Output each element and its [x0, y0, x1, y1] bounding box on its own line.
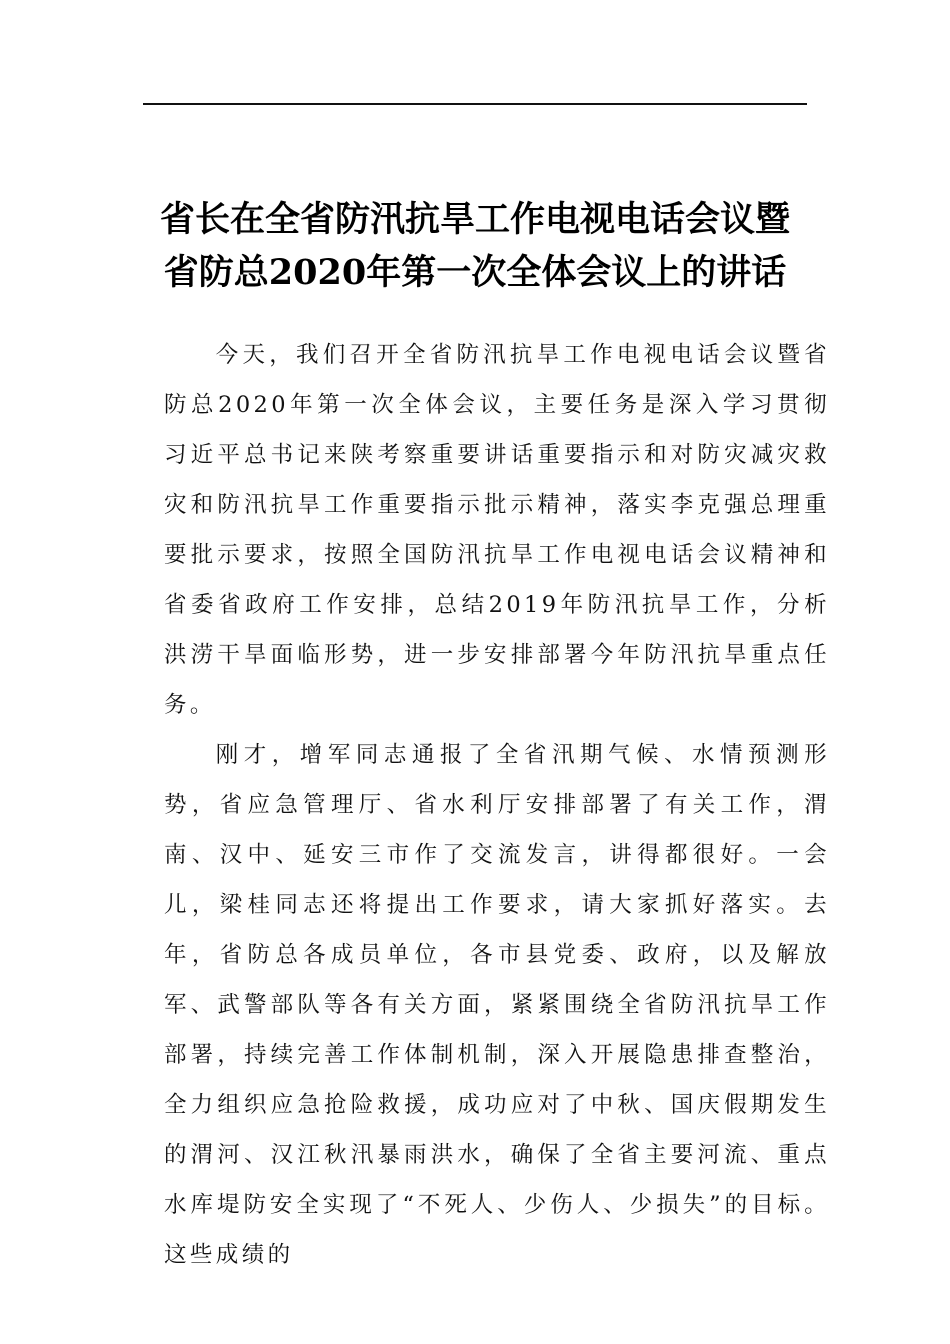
paragraph-2: 刚才，增军同志通报了全省汛期气候、水情预测形势，省应急管理厅、省水利厅安排部署了有关工作，渭南、汉中、延安三市作了交流发言，讲得都很好。一会儿，梁桂同志还将提出工作要求，请大家抓好落实。去年，省防总各成员单位，各市县党委、政府，以及解放军、武警部队等各有关方面，紧紧围绕全省防汛抗旱工作部署，持续完善工作体制机制，深入开展隐患排查整治，全力组织应急抢险救援，成功应对了中秋、国庆假期发生的渭河、汉江秋汛暴雨洪水，确保了全省主要河流、重点水库堤防安全实现了“不死人、少伤人、少损失”的目标。这些成绩的 [164, 742, 830, 1268]
document-title [120, 193, 830, 299]
title-line-1: 省长在全省防汛抗旱工作电视电话会议暨 [159, 199, 790, 241]
paragraph-1: 今天，我们召开全省防汛抗旱工作电视电话会议暨省防总2020年第一次全体会议，主要任务是深入学习贯彻习近平总书记来陕考察重要讲话重要指示和对防灾减灾救灾和防汛抗旱工作重要指示批示精神，落实李克强总理重要批示要求，按照全国防汛抗旱工作电视电话会议精神和省委省政府工作安排，总结2019年防汛抗旱工作，分析洪涝干旱面临形势，进一步安排部署今年防汛抗旱重点任务。 [164, 342, 830, 718]
title-line-2: 省防总2020年第一次全体会议上的讲话 [163, 252, 787, 294]
document-body [164, 330, 830, 1280]
header-rule [143, 103, 807, 105]
